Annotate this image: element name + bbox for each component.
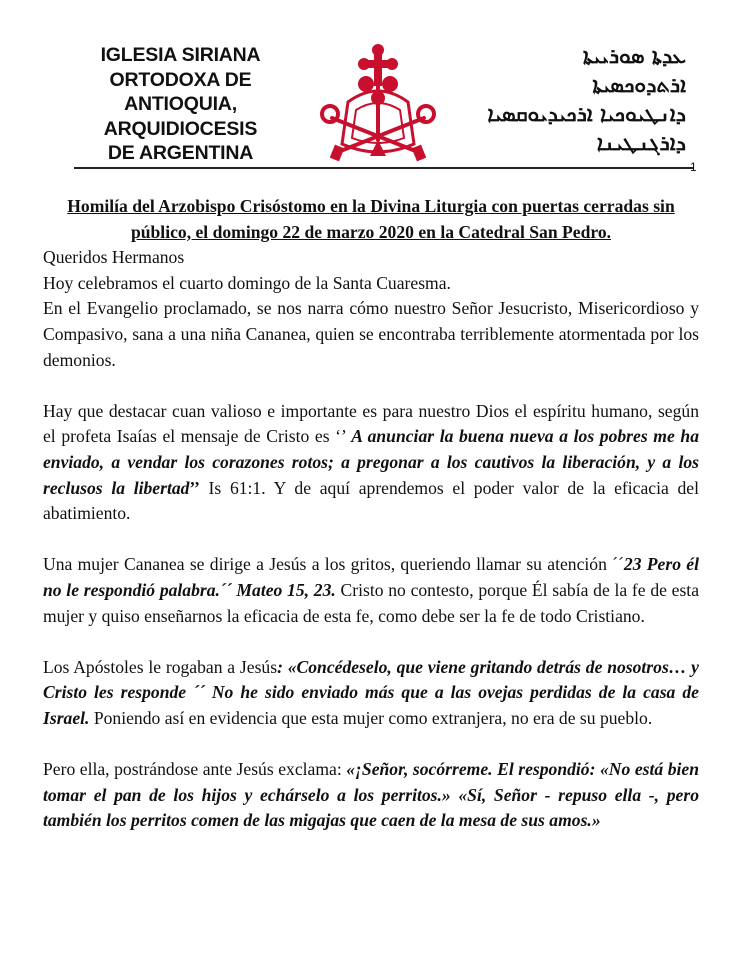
org-line: ANTIOQUIA, — [124, 93, 237, 115]
greeting: Queridos Hermanos — [43, 247, 185, 268]
scripture-quote: A anunciar la buena nueva a los pobres me ha enviado, a vendar los corazones rotos; a pregonar a los cautivos la liberación, y a los reclusos la libertad — [43, 426, 699, 498]
title-line: público, el domingo 22 de marzo 2020 en la Catedral San Pedro. — [130, 221, 612, 242]
syriac-organization-name — [456, 42, 686, 158]
org-line: ARQUIDIOCESIS — [103, 117, 258, 140]
paragraph-2: En el Evangelio proclamado, se nos narra cómo nuestro Señor Jesucristo, Misericordioso y Compasivo, sana a una niña Cananea, quien se encontraba terriblemente atormentada por los demonios. — [43, 298, 699, 370]
syriac-line: ܐܪܬܕܘܟܣܝܬܐ — [592, 73, 686, 97]
syriac-line: ܕܐܪܓܢܛܝܢܐ — [596, 131, 686, 155]
homily-body — [43, 194, 699, 834]
text-run: Cristo no contesto, porque Él sabía de la fe de esta mujer y quiso enseñarnos la eficacia de esta fe, como debe ser la fe de todo Cristiano. — [43, 579, 700, 626]
scripture-quote: «¡Señor, socórreme. El respondió: «No está bien tomar el pan de los hijos y echárselo a los perritos.» «Sí, Señor - repuso ella -, pero también los perritos comen de las migajas que caen de la mesa de sus amos.» — [43, 759, 699, 831]
text-run: Una mujer Cananea se dirige a Jesús a los gritos, queriendo llamar su atención ´´ — [43, 554, 624, 575]
syriac-line: ܕܐܢܛܝܘܟܝܐ ܐܪܟܝܕܝܘܩܣܝܐ — [487, 102, 686, 126]
text-run: Los Apóstoles le rogaban a Jesús — [43, 656, 278, 677]
text-run: Hay que destacar cuan valioso e importante es para nuestro Dios el espíritu humano, según el profeta Isaías el mensaje de Cristo es ‘’ — [43, 400, 699, 447]
paragraph-5 — [43, 655, 699, 732]
org-line: IGLESIA SIRIANA — [100, 44, 261, 66]
paragraph-4 — [43, 552, 699, 629]
org-line: ORTODOXA DE — [109, 68, 252, 91]
text-run: Is 61:1. Y de aquí aprendemos el poder valor de la eficacia del abatimiento. — [43, 477, 699, 524]
quote-mark: ’’ — [189, 477, 200, 498]
letterhead — [0, 0, 742, 175]
page-number: 1 — [690, 160, 697, 174]
text-run: Pero ella, postrándose ante Jesús exclama: — [43, 759, 347, 780]
organization-name — [78, 43, 283, 166]
org-line: DE ARGENTINA — [107, 142, 254, 164]
document-title — [43, 194, 699, 245]
text-run: Poniendo así en evidencia que esta mujer como extranjera, no era de su pueblo. — [89, 707, 653, 728]
title-line: Homilía del Arzobispo Crisóstomo en la Divina Liturgia con puertas cerradas sin — [67, 196, 675, 216]
syriac-line: ܥܕܬܐ ܣܘܪܝܝܬܐ — [582, 44, 686, 68]
church-emblem-logo — [318, 40, 438, 168]
scripture-quote: 23 Pero él no le respondió palabra.´´ Mateo 15, 23. — [43, 554, 699, 600]
scripture-quote: : «Concédeselo, que viene gritando detrás de nosotros… y Cristo les responde ´´ No he sido enviado más que a las ovejas perdidas de la casa de Israel. — [43, 656, 699, 728]
paragraph-6 — [43, 757, 699, 834]
paragraph-1: Hoy celebramos el cuarto domingo de la Santa Cuaresma. — [43, 272, 451, 293]
paragraph-3 — [43, 399, 699, 527]
header-divider — [74, 167, 694, 169]
